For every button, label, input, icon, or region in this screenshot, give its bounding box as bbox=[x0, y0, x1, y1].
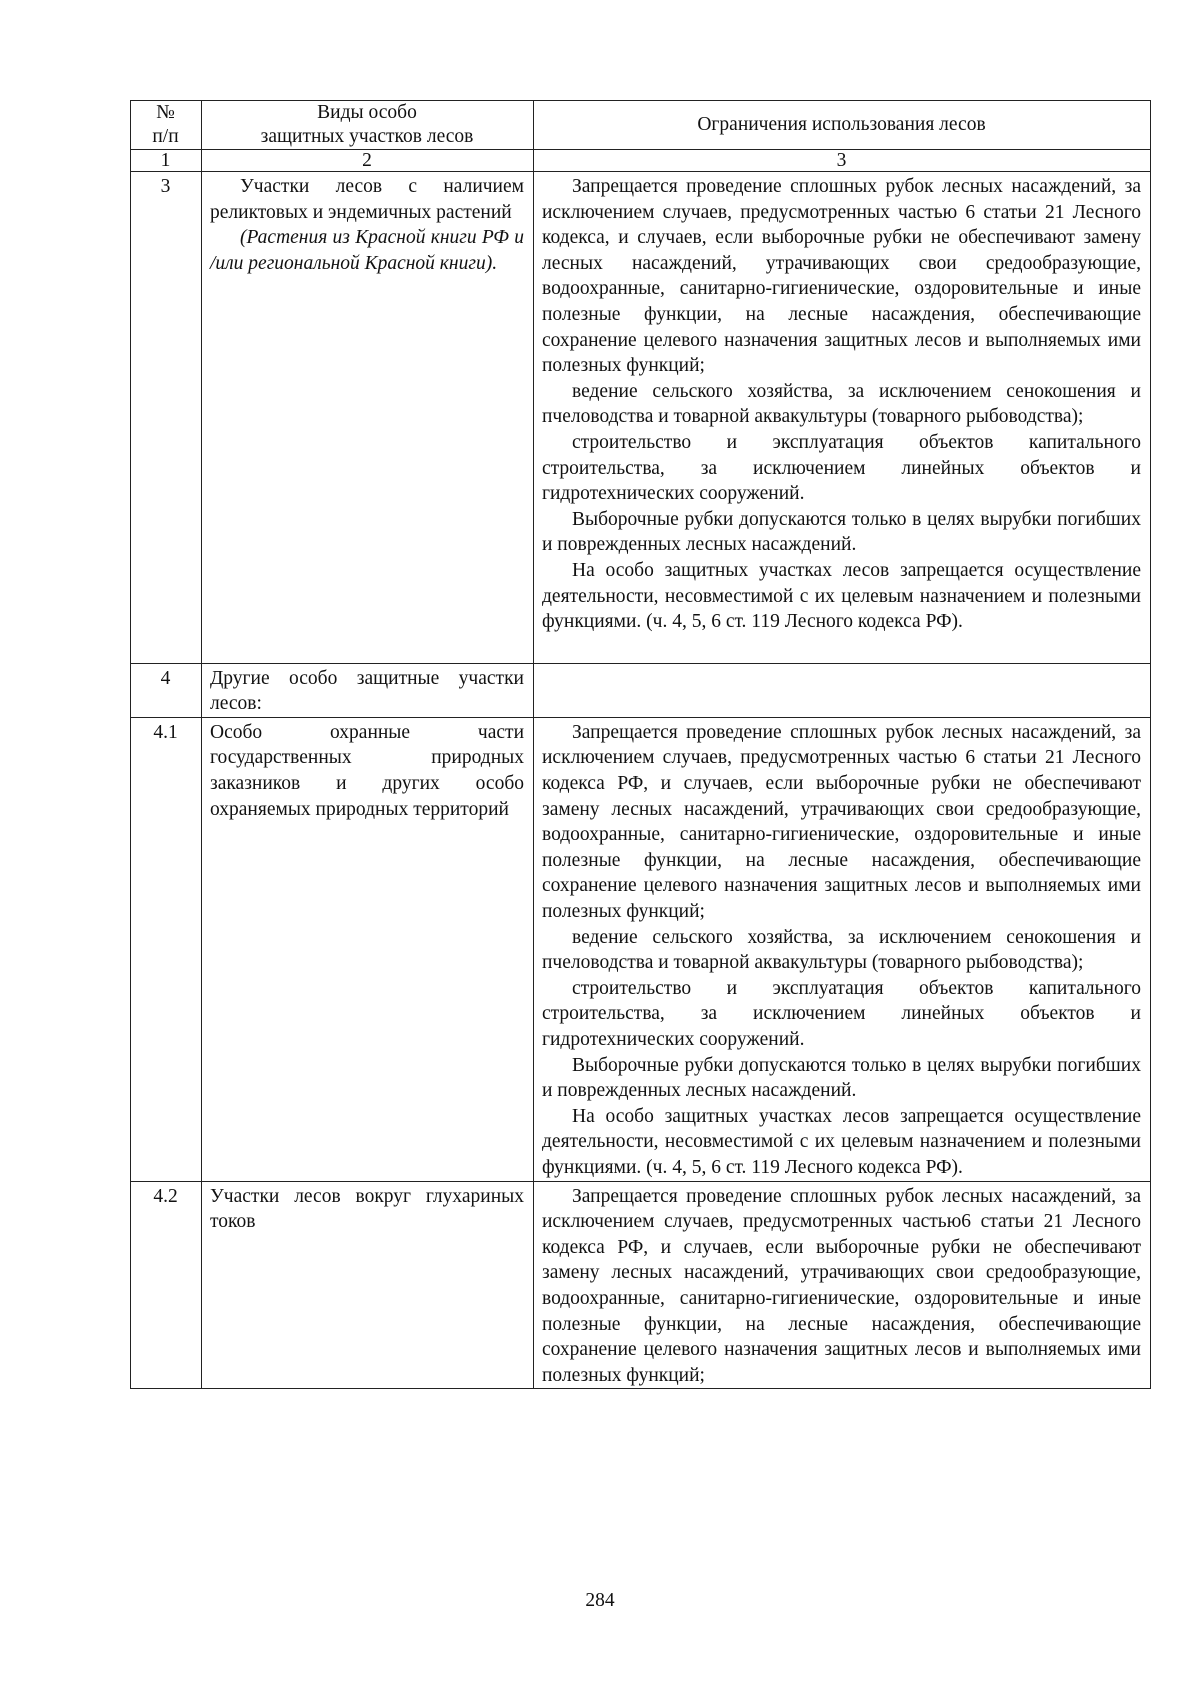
header-number bbox=[131, 101, 202, 150]
restriction-paragraph: Выборочные рубки допускаются только в целях вырубки погибших и поврежденных лесных насаждений. bbox=[542, 1054, 1141, 1102]
page-number: 284 bbox=[585, 1590, 615, 1611]
table-row bbox=[131, 1181, 1151, 1389]
row-restrictions bbox=[534, 663, 1151, 717]
row-number: 4 bbox=[131, 663, 202, 717]
restriction-paragraph: Запрещается проведение сплошных рубок лесных насаждений, за исключением случаев, предусмотренных частью6 статьи 21 Лесного кодекса РФ, и случаев, если выборочные рубки не обеспечивают замену лесных насаждений, утрачивающих свои средообразующие, водоохранные, санитарно-гигиенические, оздоровительные и иные полезные функции, на лесные насаждения, обеспечивающие сохранение целевого назначения защитных лесов и выполняемых ими полезных функций; bbox=[542, 1185, 1141, 1386]
header-type bbox=[202, 101, 534, 150]
table-row bbox=[131, 717, 1151, 1181]
row-restrictions bbox=[534, 172, 1151, 664]
restriction-paragraph: На особо защитных участках лесов запрещается осуществление деятельности, несовместимой с их целевым назначением и полезными функциями. (ч. 4, 5, 6 ст. 119 Лесного кодекса РФ). bbox=[542, 559, 1141, 633]
row-type-text: Другие особо защитные участки лесов: bbox=[210, 667, 524, 715]
row-type bbox=[202, 1181, 534, 1389]
row-type-text: Участки лесов вокруг глухариных токов bbox=[210, 1185, 524, 1233]
restriction-paragraph: строительство и эксплуатация объектов капитального строительства, за исключением линейных объектов и гидротехнических сооружений. bbox=[542, 977, 1141, 1050]
header-restrictions: Ограничения использования лесов bbox=[534, 101, 1151, 150]
index-cell: 1 bbox=[131, 150, 202, 172]
row-type bbox=[202, 717, 534, 1181]
row-type bbox=[202, 172, 534, 664]
row-number: 3 bbox=[131, 172, 202, 664]
index-cell: 2 bbox=[202, 150, 534, 172]
row-restrictions bbox=[534, 717, 1151, 1181]
table-index-row bbox=[131, 150, 1151, 172]
row-type bbox=[202, 663, 534, 717]
header-type-line: защитных участков лесов bbox=[260, 126, 474, 147]
row-type-text: Особо охранные части государственных природных заказников и других особо охраняемых природных территорий bbox=[210, 721, 524, 820]
restriction-paragraph: ведение сельского хозяйства, за исключением сенокошения и пчеловодства и товарной аквакультуры (товарного рыбоводства); bbox=[542, 380, 1141, 428]
restriction-paragraph: Запрещается проведение сплошных рубок лесных насаждений, за исключением случаев, предусмотренных частью 6 статьи 21 Лесного кодекса РФ, и случаев, если выборочные рубки не обеспечивают замену лесных насаждений, утрачивающих свои средообразующие, водоохранные, санитарно-гигиенические, оздоровительные и иные полезные функции, на лесные насаждения, обеспечивающие сохранение целевого назначения защитных лесов и выполняемых ими полезных функций; bbox=[542, 721, 1141, 923]
table-header-row bbox=[131, 101, 1151, 150]
restriction-paragraph: Выборочные рубки допускаются только в целях вырубки погибших и поврежденных лесных насаждений. bbox=[542, 508, 1141, 556]
restriction-paragraph: строительство и эксплуатация объектов капитального строительства, за исключением линейных объектов и гидротехнических сооружений. bbox=[542, 431, 1141, 505]
row-number: 4.1 bbox=[131, 717, 202, 1181]
restriction-paragraph: Запрещается проведение сплошных рубок лесных насаждений, за исключением случаев, предусмотренных частью 6 статьи 21 Лесного кодекса, и случаев, если выборочные рубки не обеспечивают замену лесных насаждений, утрачивающих свои средообразующие, водоохранные, санитарно-гигиенические, оздоровительные и иные полезные функции, на лесные насаждения, обеспечивающие сохранение целевого назначения защитных лесов и выполняемых ими полезных функций; bbox=[542, 176, 1141, 377]
restrictions-table bbox=[130, 100, 1151, 1389]
table-row bbox=[131, 172, 1151, 664]
row-type-text: Участки лесов с наличием реликтовых и эндемичных растений bbox=[210, 176, 524, 223]
header-number-line: п/п bbox=[152, 126, 179, 147]
header-type-line: Виды особо bbox=[317, 102, 417, 123]
index-cell: 3 bbox=[534, 150, 1151, 172]
header-number-line: № bbox=[156, 102, 175, 123]
row-type-note: (Растения из Красной книги РФ и /или региональной Красной книги). bbox=[210, 227, 524, 274]
table-row bbox=[131, 663, 1151, 717]
row-number: 4.2 bbox=[131, 1181, 202, 1389]
restriction-paragraph: На особо защитных участках лесов запрещается осуществление деятельности, несовместимой с их целевым назначением и полезными функциями. (ч. 4, 5, 6 ст. 119 Лесного кодекса РФ). bbox=[542, 1105, 1141, 1178]
restriction-paragraph: ведение сельского хозяйства, за исключением сенокошения и пчеловодства и товарной аквакультуры (товарного рыбоводства); bbox=[542, 926, 1141, 974]
row-restrictions bbox=[534, 1181, 1151, 1389]
